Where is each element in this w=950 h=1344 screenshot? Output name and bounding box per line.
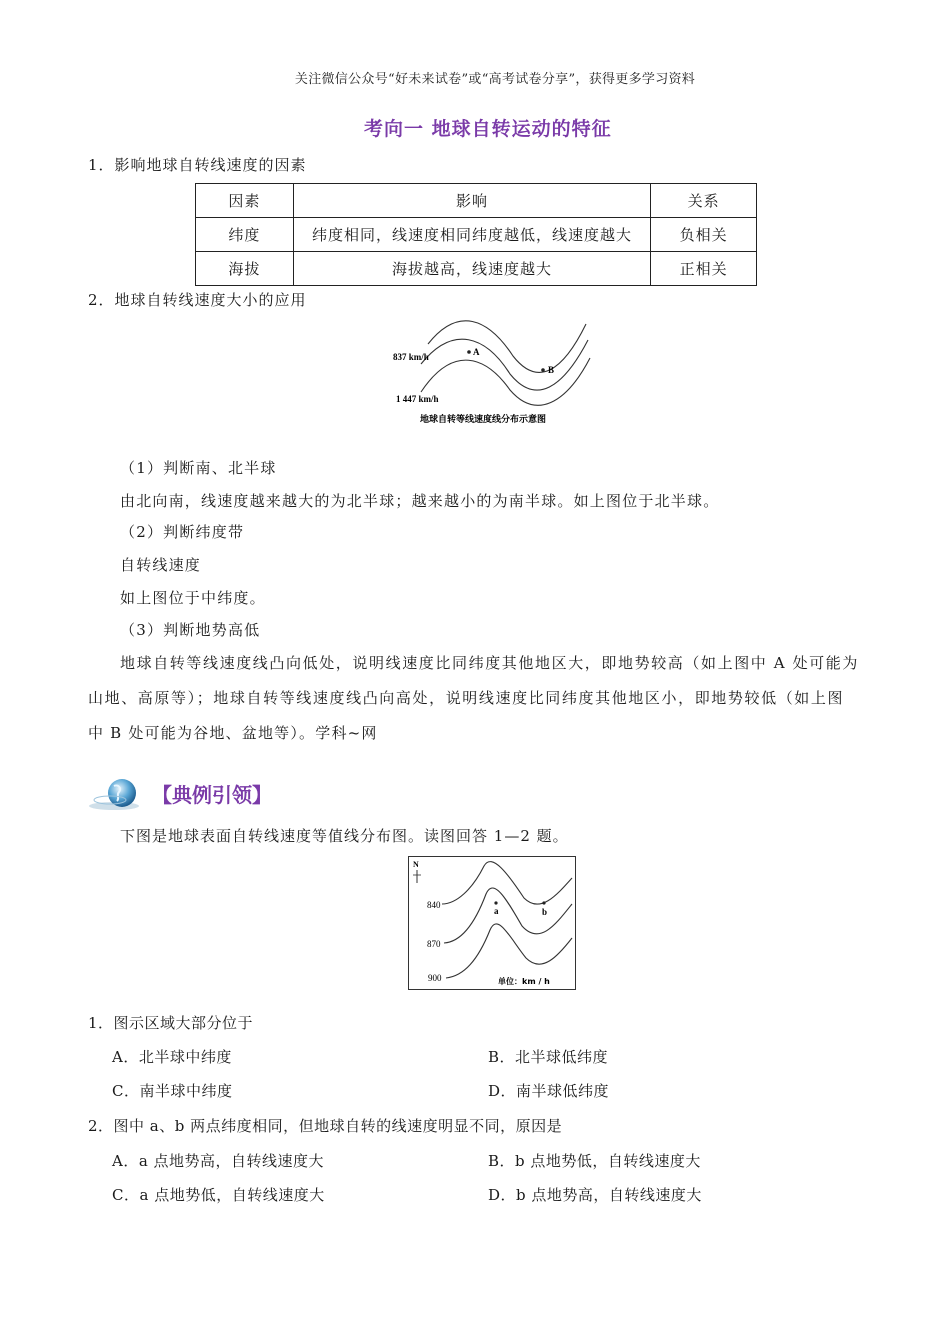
point-b-label: B <box>548 365 555 375</box>
option[interactable]: C．a 点地势低，自转线速度大 <box>112 1186 325 1204</box>
example-header <box>88 776 272 816</box>
item-text: 如上图位于中纬度。 <box>120 589 266 607</box>
contour-figure <box>408 856 576 990</box>
isoline <box>428 321 586 373</box>
option[interactable]: B．b 点地势低，自转线速度大 <box>488 1152 701 1170</box>
example-intro: 下图是地球表面自转线速度等值线分布图。读图回答 1—2 题。 <box>120 827 569 845</box>
table-header-row <box>196 184 757 218</box>
part2-heading: 2．地球自转线速度大小的应用 <box>88 291 307 309</box>
option[interactable]: C．南半球中纬度 <box>112 1082 233 1100</box>
figure-caption: 地球自转等线速度线分布示意图 <box>420 415 547 425</box>
point-b-marker <box>541 368 545 372</box>
item-text: 自转线速度 <box>120 556 202 574</box>
long-paragraph-line: 山地、高原等）；地球自转等线速度线凸向高处，说明线速度比同纬度其他地区小，即地势较低（如上图 <box>88 689 845 707</box>
bottom-line-label: 1 447 km/h <box>396 394 439 404</box>
item-text: 由北向南，线速度越来越大的为北半球；越来越小的为南半球。如上图位于北半球。 <box>120 492 720 510</box>
figure-frame <box>409 857 576 990</box>
isoline <box>421 358 590 405</box>
item-text: （1）判断南、北半球 <box>120 459 277 477</box>
north-label: N <box>413 860 419 869</box>
unit-label: 单位：km / h <box>498 977 550 986</box>
point-b-marker <box>542 901 545 904</box>
table-cell: 负相关 <box>651 218 757 252</box>
long-paragraph-line: 地球自转等线速度线凸向低处，说明线速度比同纬度其他地区大，即地势较高（如上图中 A 处可能为 <box>120 654 859 672</box>
rotation-speed-figure <box>388 316 598 428</box>
globe-icon <box>88 776 152 812</box>
question-stem: 2．图中 a、b 两点纬度相同，但地球自转的线速度明显不同，原因是 <box>88 1117 563 1135</box>
point-a-label: a <box>494 906 499 916</box>
table-cell: 海拔越高，线速度越大 <box>293 252 651 286</box>
table-row <box>196 252 757 286</box>
question-stem: 1．图示区域大部分位于 <box>88 1014 254 1032</box>
line-label-900: 900 <box>428 973 442 983</box>
line-label-840: 840 <box>427 900 441 910</box>
example-label: 【典例引领】 <box>152 783 272 807</box>
table-cell: 纬度相同，线速度相同纬度越低，线速度越大 <box>293 218 651 252</box>
point-a-marker <box>494 901 497 904</box>
table-header-cell: 关系 <box>651 184 757 218</box>
table-header-cell: 因素 <box>196 184 294 218</box>
factors-table <box>195 183 757 286</box>
point-b-label: b <box>542 907 548 917</box>
part1-heading: 1．影响地球自转线速度的因素 <box>88 156 307 174</box>
section-title: 考向一 地球自转运动的特征 <box>364 118 612 140</box>
option[interactable]: B．北半球低纬度 <box>488 1048 609 1066</box>
long-paragraph-line: 中 B 处可能为谷地、盆地等）。学科~网 <box>88 724 378 742</box>
option[interactable]: A．北半球中纬度 <box>112 1048 232 1066</box>
table-header-cell: 影响 <box>293 184 651 218</box>
option[interactable]: D．南半球低纬度 <box>488 1082 610 1100</box>
header-notice: 关注微信公众号“好未来试卷”或“高考试卷分享”，获得更多学习资料 <box>294 72 696 87</box>
table-cell: 纬度 <box>196 218 294 252</box>
point-a-label: A <box>473 347 480 357</box>
item-text: （2）判断纬度带 <box>120 523 245 541</box>
line-label-870: 870 <box>427 939 441 949</box>
top-line-label: 837 km/h <box>393 352 429 362</box>
table-row <box>196 218 757 252</box>
option[interactable]: D．b 点地势高，自转线速度大 <box>488 1186 702 1204</box>
option[interactable]: A．a 点地势高，自转线速度大 <box>112 1152 325 1170</box>
table-cell: 海拔 <box>196 252 294 286</box>
point-a-marker <box>467 350 471 354</box>
table-cell: 正相关 <box>651 252 757 286</box>
item-text: （3）判断地势高低 <box>120 621 261 639</box>
